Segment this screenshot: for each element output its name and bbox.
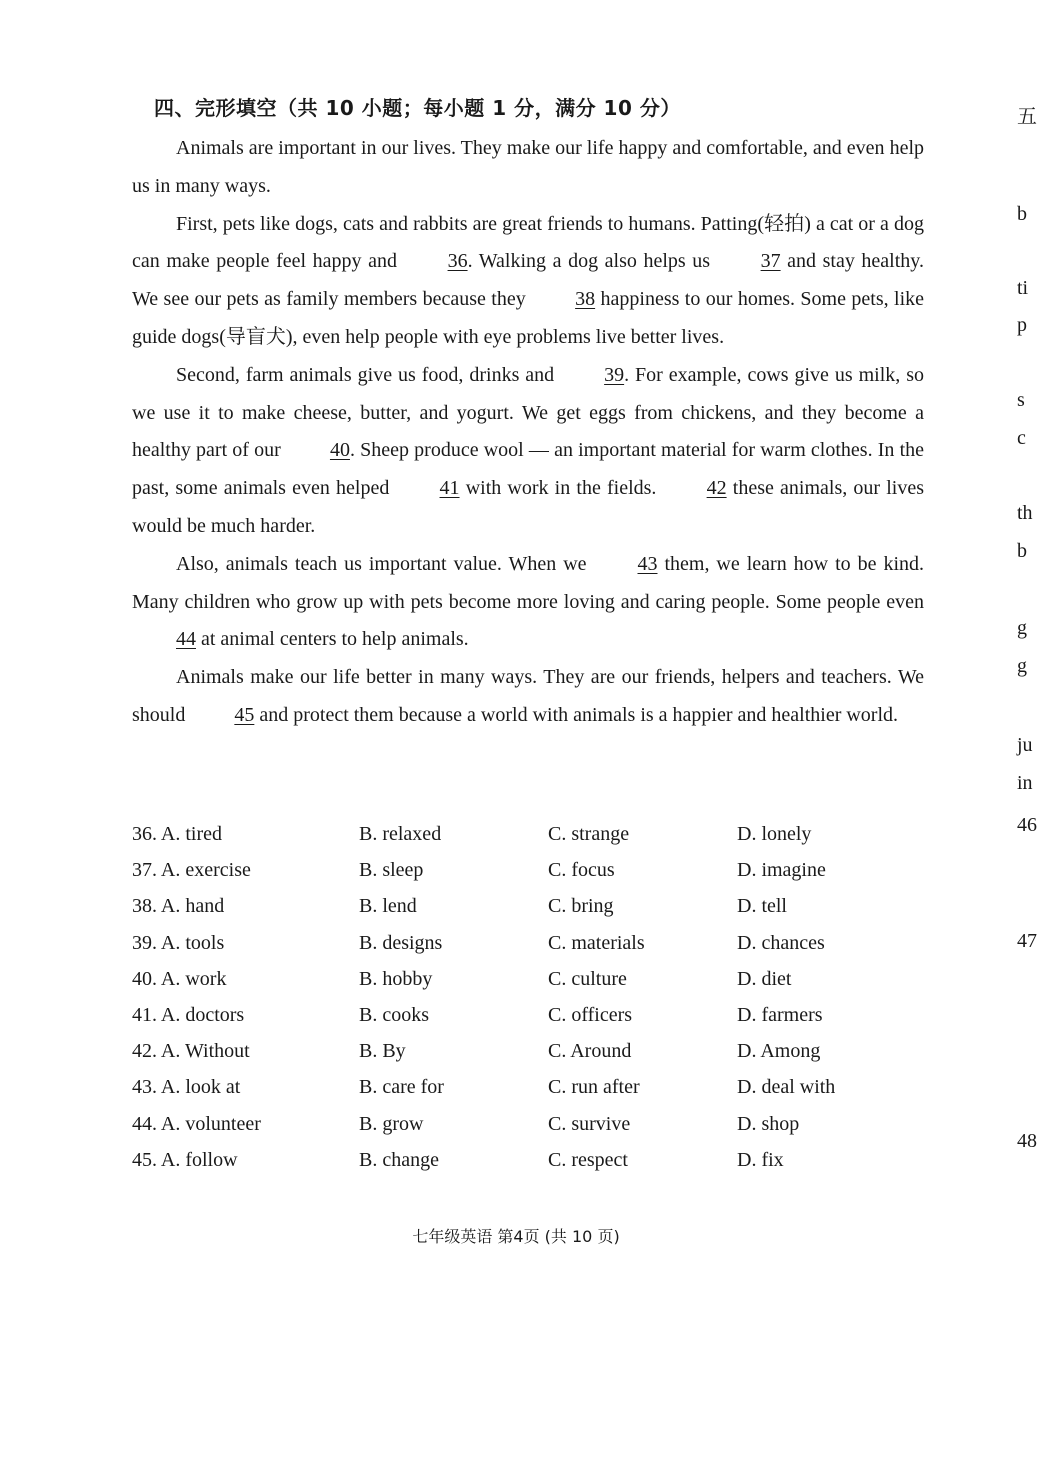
blank-39: 39 bbox=[604, 363, 625, 386]
margin-fragment: c bbox=[1017, 427, 1026, 449]
cloze-passage bbox=[132, 130, 924, 735]
question-row bbox=[132, 997, 932, 1033]
option-d: D. shop bbox=[737, 1112, 800, 1135]
answer-options bbox=[132, 816, 932, 1178]
option-a: 42. A. Without bbox=[132, 1040, 250, 1063]
option-b: B. care for bbox=[359, 1076, 444, 1099]
passage-text: at animal centers to help animals. bbox=[196, 628, 469, 651]
option-a: 45. A. follow bbox=[132, 1148, 238, 1171]
passage-text: Also, animals teach us important value. When we bbox=[176, 552, 594, 575]
option-c: C. bring bbox=[548, 895, 614, 918]
option-d: D. farmers bbox=[737, 1003, 823, 1026]
question-row bbox=[132, 1069, 932, 1105]
question-row bbox=[132, 961, 932, 997]
option-b: B. hobby bbox=[359, 967, 433, 990]
question-row bbox=[132, 1033, 932, 1069]
option-a: 43. A. look at bbox=[132, 1076, 241, 1099]
option-b: B. By bbox=[359, 1040, 406, 1063]
option-b: B. sleep bbox=[359, 859, 424, 882]
option-b: B. lend bbox=[359, 895, 417, 918]
margin-fragment: 46 bbox=[1017, 814, 1037, 836]
option-d: D. fix bbox=[737, 1148, 784, 1171]
passage-text: happiness to our homes. Some pets, like guide dogs(导盲犬), even help people with eye problems live better lives. bbox=[132, 288, 925, 348]
passage-paragraph bbox=[132, 659, 924, 735]
option-d: D. tell bbox=[737, 895, 787, 918]
question-row bbox=[132, 816, 932, 852]
option-d: D. imagine bbox=[737, 859, 826, 882]
passage-text: these animals, our lives would be much harder. bbox=[132, 477, 924, 537]
margin-fragment: s bbox=[1017, 389, 1025, 411]
question-row bbox=[132, 852, 932, 888]
option-a: 36. A. tired bbox=[132, 823, 222, 845]
option-b: B. relaxed bbox=[359, 823, 442, 845]
option-c: C. run after bbox=[548, 1076, 640, 1099]
blank-40: 40 bbox=[329, 439, 350, 462]
passage-text: and stay healthy. We see our pets as family members because they bbox=[132, 250, 924, 311]
passage-paragraph bbox=[132, 546, 924, 659]
margin-fragment: 五 bbox=[1017, 106, 1037, 128]
option-c: C. officers bbox=[548, 1003, 633, 1026]
option-c: C. survive bbox=[548, 1112, 631, 1135]
passage-paragraph bbox=[132, 206, 924, 357]
margin-fragment: in bbox=[1017, 772, 1033, 794]
option-c: C. Around bbox=[548, 1040, 632, 1063]
question-row bbox=[132, 925, 932, 961]
margin-fragment: p bbox=[1017, 314, 1027, 336]
section-title: 四、完形填空（共 10 小题；每小题 1 分，满分 10 分） bbox=[154, 96, 681, 120]
blank-45: 45 bbox=[234, 703, 255, 726]
option-c: C. focus bbox=[548, 859, 615, 882]
blank-41: 41 bbox=[439, 477, 460, 500]
blank-43: 43 bbox=[637, 552, 658, 575]
margin-fragment: th bbox=[1017, 502, 1033, 524]
blank-42: 42 bbox=[706, 477, 727, 500]
blank-38: 38 bbox=[575, 288, 596, 311]
question-row bbox=[132, 888, 932, 924]
passage-text: . For example, cows give us milk, so we use it to make cheese, butter, and yogurt. We get eggs from chickens, and they become a healthy part of our bbox=[132, 363, 924, 462]
option-b: B. change bbox=[359, 1148, 439, 1171]
passage-text: with work in the fields. bbox=[459, 477, 663, 500]
question-row bbox=[132, 1142, 932, 1178]
page-footer: 七年级英语 第4页 (共 10 页) bbox=[412, 1227, 620, 1246]
margin-fragment: g bbox=[1017, 655, 1027, 677]
blank-44: 44 bbox=[176, 628, 196, 651]
margin-fragment: ju bbox=[1017, 734, 1033, 756]
option-a: 37. A. exercise bbox=[132, 859, 251, 882]
margin-fragment: 48 bbox=[1017, 1130, 1037, 1152]
option-d: D. deal with bbox=[737, 1076, 836, 1099]
passage-text: and protect them because a world with animals is a happier and healthier world. bbox=[254, 703, 899, 726]
passage-paragraph bbox=[132, 357, 924, 546]
option-d: D. Among bbox=[737, 1040, 821, 1063]
margin-fragment: b bbox=[1017, 203, 1027, 225]
passage-text: . Walking a dog also helps us bbox=[467, 250, 717, 273]
passage-text: them, we learn how to be kind. Many children who grow up with pets become more loving and caring people. Some people even bbox=[132, 552, 924, 613]
option-d: D. lonely bbox=[737, 823, 812, 845]
passage-text: Second, farm animals give us food, drinks and bbox=[176, 363, 561, 386]
margin-fragment: g bbox=[1017, 617, 1027, 639]
option-d: D. diet bbox=[737, 967, 792, 990]
option-b: B. cooks bbox=[359, 1003, 429, 1026]
option-a: 40. A. work bbox=[132, 967, 227, 990]
option-b: B. grow bbox=[359, 1112, 424, 1135]
option-c: C. strange bbox=[548, 823, 630, 845]
blank-37: 37 bbox=[760, 250, 781, 273]
passage-text: Animals are important in our lives. They make our life happy and comfortable, and even help us in many ways. bbox=[132, 137, 924, 197]
margin-fragment: ti bbox=[1017, 277, 1029, 299]
option-a: 39. A. tools bbox=[132, 931, 225, 954]
option-a: 38. A. hand bbox=[132, 895, 225, 918]
blank-36: 36 bbox=[447, 250, 468, 273]
option-a: 41. A. doctors bbox=[132, 1003, 245, 1026]
margin-fragment: 47 bbox=[1017, 930, 1037, 952]
option-c: C. respect bbox=[548, 1148, 628, 1171]
passage-text: . Sheep produce wool — an important material for warm clothes. In the past, some animals even helped bbox=[132, 439, 924, 500]
margin-fragment: b bbox=[1017, 540, 1027, 562]
question-row bbox=[132, 1106, 932, 1142]
passage-text: First, pets like dogs, cats and rabbits are great friends to humans. Patting(轻拍) a cat or a dog can make people feel happy and bbox=[132, 212, 924, 273]
option-a: 44. A. volunteer bbox=[132, 1112, 261, 1135]
option-c: C. materials bbox=[548, 931, 645, 954]
passage-paragraph bbox=[132, 130, 924, 206]
option-c: C. culture bbox=[548, 967, 627, 990]
option-b: B. designs bbox=[359, 931, 443, 954]
passage-text: Animals make our life better in many ways. They are our friends, helpers and teachers. We should bbox=[132, 666, 924, 726]
option-d: D. chances bbox=[737, 931, 825, 954]
